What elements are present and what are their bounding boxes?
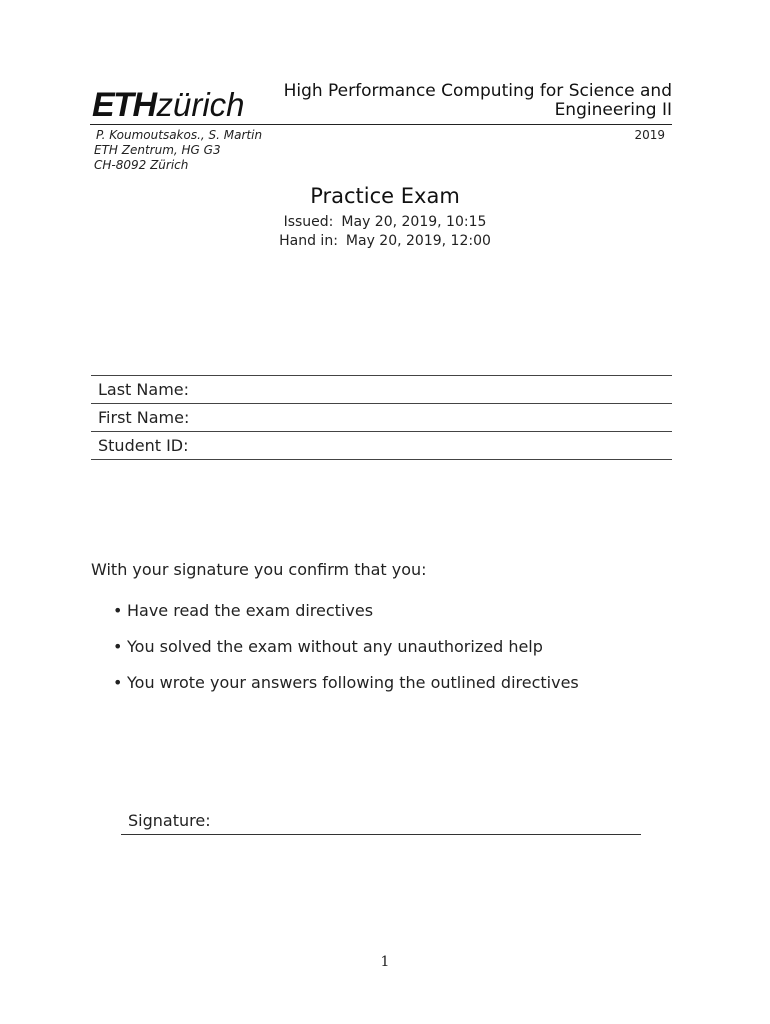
signature-label: Signature: (128, 811, 211, 830)
confirmation-list (113, 601, 579, 709)
course-title-line-2: Engineering II (554, 100, 672, 120)
page-number: 1 (380, 954, 390, 970)
issued-label: Issued: (283, 214, 334, 230)
list-item-text: You solved the exam without any unauthorized help (127, 637, 543, 656)
list-item-text: Have read the exam directives (127, 601, 374, 620)
signature-line[interactable] (121, 834, 641, 835)
eth-zurich-logo (92, 87, 245, 123)
exam-dates (0, 213, 770, 251)
handin-label: Hand in: (279, 233, 338, 249)
issued-row (0, 213, 770, 232)
course-title (252, 82, 672, 120)
first-name-field[interactable] (91, 403, 672, 431)
student-id-label: Student ID: (98, 436, 189, 455)
confirmation-intro: With your signature you confirm that you: (91, 560, 427, 579)
handin-value: May 20, 2019, 12:00 (345, 233, 491, 249)
list-item (113, 673, 579, 709)
last-name-field[interactable] (91, 375, 672, 403)
handin-row (0, 232, 770, 251)
bullet-icon: • (113, 673, 123, 692)
address-line-2: CH-8092 Zürich (94, 158, 189, 172)
course-title-line-1: High Performance Computing for Science and (283, 81, 672, 101)
exam-title: Practice Exam (310, 184, 460, 208)
list-item (113, 601, 579, 637)
year: 2019 (634, 128, 665, 142)
author-address-block (94, 128, 262, 173)
logo-eth-text: ETH (92, 86, 156, 124)
bullet-icon: • (113, 637, 123, 656)
list-item (113, 637, 579, 673)
header-divider (90, 124, 672, 125)
last-name-label: Last Name: (98, 380, 190, 399)
logo-zurich-text: zürich (156, 86, 245, 123)
list-item-text: You wrote your answers following the outlined directives (127, 673, 579, 692)
first-name-label: First Name: (98, 408, 190, 427)
authors: P. Koumoutsakos., S. Martin (96, 128, 263, 142)
issued-value: May 20, 2019, 10:15 (341, 214, 487, 230)
bullet-icon: • (113, 601, 123, 620)
student-id-field[interactable] (91, 431, 672, 460)
student-info-table (91, 375, 672, 460)
address-line-1: ETH Zentrum, HG G3 (94, 143, 221, 157)
